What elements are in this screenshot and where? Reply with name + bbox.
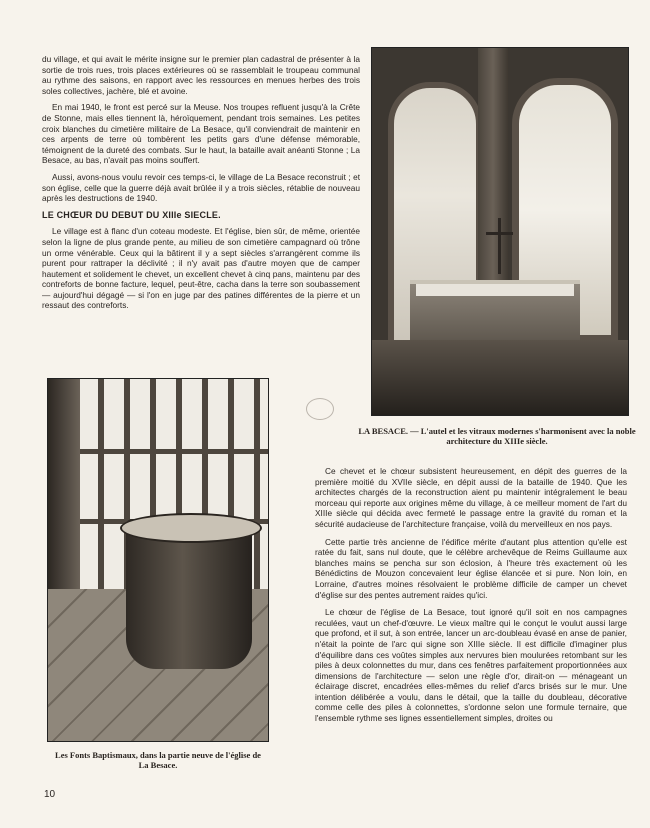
paragraph: Ce chevet et le chœur subsistent heureusement, en dépit des guerres de la première moitié du XVIIe siècle, en dépit aussi de la bataille de 1940. Que les architectes chargés de la reconstruction aient pu maintenir intégralement le beau morceau qui reporte aux origines même du village, à ce meilleur moment de l'art du XIIIe siècle qui décida avec fermeté le passage entre la gravité du roman et la sécurité audacieuse de l'architecture française, voilà du merveilleux en nos pays.: [315, 466, 627, 529]
paragraph: En mai 1940, le front est percé sur la Meuse. Nos troupes refluent jusqu'à la Crête de Stonne, mais elles tiennent là, héroïquement, pendant trois semaines. Les petites croix blanches du cimetière militaire de La Besace, qu'il conviendrait de maintenir en ces arpents de terre où tombèrent les petits gars d'une défense mémorable, témoignent de la dureté des combats. Sur le haut, la bataille avait anéanti Stonne ; La Besace, au bas, n'avait pas moins souffert.: [42, 102, 360, 166]
font-caption: Les Fonts Baptismaux, dans la partie neuve de l'église de La Besace.: [55, 750, 261, 770]
stamp-mark: [306, 398, 334, 420]
left-text-column: [42, 54, 360, 317]
paragraph: Le chœur de l'église de La Besace, tout ignoré qu'il soit en nos campagnes reculées, vaut un chef-d'œuvre. Le vieux maître qui le conçut le voulut aussi large que profond, et il sut, à son entrée, lancer un arc-doubleau évasé en anse de panier, n'était la pointe de l'arc qui signe son XIIIe siècle. Il est difficile d'imaginer plus d'équilibre dans ces voûtes simples aux nervures bien moulurées retombant sur les piles à deux colonnettes du mur, dans ces fenêtres parfaitement proportionnées aux dimensions de l'architecture — selon une règle d'or, dirait-on — ménageant un éclairage discret, encadrées elles-mêmes du relief d'arcs brisés sur le mur. Une intention délibérée a voulu, dans le détail, que la taille du doubleau, décorative comme celle des piles à colonnettes, s'ordonne selon une formule ternaire, que l'ensemble rythme ses lignes essentiellement simples, droites ou: [315, 607, 627, 724]
section-heading: LE CHŒUR DU DEBUT DU XIIIe SIECLE.: [42, 209, 221, 220]
paragraph: Aussi, avons-nous voulu revoir ces temps-ci, le village de La Besace reconstruit ; et son église, celle que la guerre déjà avait brûlée il y a trois siècles, rétablie de nouveau après les destructions de 1940.: [42, 171, 360, 204]
altar-photo: [371, 47, 629, 416]
wall: [48, 379, 80, 619]
altar-caption: LA BESACE. — L'autel et les vitraux modernes s'harmonisent avec la noble architecture du XIIIe siècle.: [358, 426, 636, 446]
font-basin-top: [120, 513, 262, 543]
cross-icon: [498, 218, 501, 274]
floor: [372, 340, 628, 415]
right-text-column: [315, 466, 627, 731]
altar-cloth: [416, 284, 574, 296]
baptismal-font-photo: [47, 378, 269, 742]
paragraph: Le village est à flanc d'un coteau modeste. Et l'église, bien sûr, de même, orientée selon la ligne de plus grande pente, au milieu de son cimetière campagnard où trône un orme vénérable. Ceux qui la bâtirent il y a sept siècles s'arrangèrent comme ils purent pour rattraper la déclivité ; il n'y avait pas d'autre moyen que de camper hautement et solidement le chevet, un excellent chevet à cinq pans, maintenu par des contreforts de bonne facture, lequel, peut-être, cacha dans la terre son soubassement — aujourd'hui dégagé — si l'on en juge par des patines différentes de la pierre et un ressaut des contreforts.: [42, 226, 360, 311]
paragraph: Cette partie très ancienne de l'édifice mérite d'autant plus attention qu'elle est ratée du fait, sans nul doute, que le célèbre archevêque de Reims Guillaume aux blanches mains se pencha sur son éclosion, à l'heure très exactement où les Bénédictins de Mouzon concevaient leur église élancée et si pure. Non loin, en Lorraine, d'autres moines résolvaient le problème difficile de camper un chevet d'église sur des pentes autrement raides qu'ici.: [315, 536, 627, 600]
window-crossbar: [78, 449, 268, 454]
paragraph: du village, et qui avait le mérite insigne sur le premier plan cadastral de présenter à la sortie de trois rues, trois places extérieures où se rassemblait le troupeau communal au rythme des saisons, en rapport avec les ressources en menues herbes des trois soles collectives, jachère, blé et avoine.: [42, 54, 360, 96]
cross-bar: [486, 232, 513, 235]
page-number: 10: [44, 789, 56, 800]
